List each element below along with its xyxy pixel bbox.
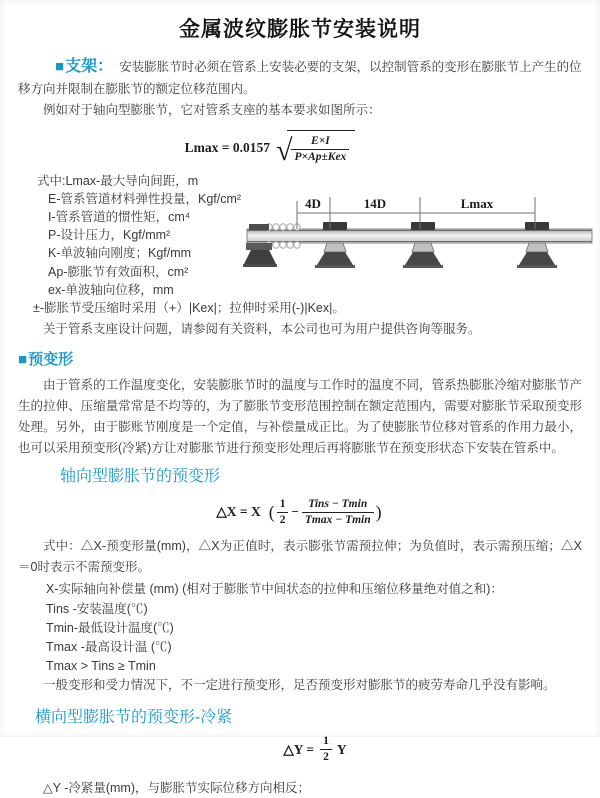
definition-line: K-单波轴向刚度；Kgf/mm (48, 246, 192, 261)
definition-line: P-设计压力，Kgf/mm² (48, 228, 171, 243)
definition-line: X-实际轴向补偿量 (mm) (相对于膨胀节中间状态的拉伸和压缩位移量绝对值之和)： (46, 582, 503, 597)
dimension-label: 14D (363, 196, 387, 211)
formula-dx-frac2-num: Tins − Tmin (302, 497, 374, 513)
formula-delta-x (18, 495, 582, 529)
minus-operator: − (291, 504, 299, 520)
formula-lmax-denominator: P×Ap±Kex (294, 151, 347, 163)
definition-line: ±-膨胀节受压缩时采用（+）|Kex|；拉伸时采用(-)|Kex|。 (33, 300, 345, 315)
pipe-support-diagram (243, 193, 596, 285)
definition-line: Tmax -最高设计温 (℃) (46, 639, 172, 654)
formula-dy-lhs: △Y = (283, 741, 315, 757)
formula-lmax (18, 129, 522, 167)
radical-content (287, 130, 355, 165)
paren-close: ) (375, 501, 382, 522)
section-heading-support: 支架： (65, 58, 114, 75)
paren-open: ( (268, 501, 275, 522)
definition-line: ex-单波轴向位移，mm (48, 282, 174, 297)
definition-line: I-管系管道的惯性矩，cm⁴ (48, 209, 191, 224)
dimension-label: 4D (305, 196, 321, 211)
formula-lmax-numerator: E×I (291, 134, 349, 150)
formula-dx-frac2-den: Tmax − Tmin (304, 513, 371, 526)
definition-line: Tmax > Tins ≥ Tmin (46, 659, 156, 674)
formula-dx-lhs: △X = X (216, 504, 261, 520)
definition-line: Ap-膨胀节有效面积，cm² (48, 264, 189, 279)
support-intro-paragraph (18, 56, 582, 100)
formula-dx-frac1-num: 1 (277, 497, 289, 513)
page-title: 金属波纹膨胀节安装说明 (179, 18, 421, 41)
subsection-heading-lateral: 横向型膨胀节的预变形-冷紧 (35, 708, 233, 726)
section-marker-icon: ■ (55, 58, 65, 75)
support-intro-text: 安装膨胀节时必须在管系上安装必要的支架，以控制管系的变形在膨胀节上产生的位移方向并限制在膨胀节的额定位移范围内。 (18, 60, 582, 96)
lateral-note-text: △Y -冷紧量(mm)，与膨胀节实际位移方向相反； (43, 780, 311, 795)
radical-sign: √ (276, 134, 293, 167)
dimension-label: Lmax (460, 196, 494, 211)
support-example-text: 例如对于轴向型膨胀节，它对管系支座的基本要求如图所示： (43, 103, 381, 117)
section-heading-predeform: 预变形 (28, 351, 74, 369)
definition-line: Tins -安装温度(℃) (46, 601, 148, 616)
predeform-paragraph: 由于管系的工作温度变化，安装膨胀节时的温度与工作时的温度不同，管系热膨胀冷缩对膨胀节产生的拉伸、压缩量常常是不均等的，为了膨胀节变形范围控制在额定范围内，需要对膨胀节采取预变形处理。另外，由于膨账节刚度是一个定值，与补偿量成正比。为了使膨胀节位移对管系的作用力最小，也可以采用预变形(冷紧)方让对膨胀节进行预变形处理后再将膨胀节在预变形状态下安装在管系中。 (18, 378, 582, 455)
subsection-heading-axial: 轴向型膨胀节的预变形 (60, 468, 221, 486)
formula-lmax-lhs: Lmax = 0.0157 (184, 139, 270, 155)
formula-delta-y (48, 735, 582, 765)
formula-dx-frac1-den: 2 (279, 513, 286, 526)
formula-dy-num: 1 (320, 734, 332, 750)
axial-definition-list (18, 580, 582, 676)
definition-line: 式中:Lmax-最大导向间距，m (37, 173, 199, 188)
support-closing-text: 关于管系支座设计问题，请参阅有关资料，本公司也可为用户提供咨询等服务。 (43, 322, 481, 337)
axial-definition-paragraph: 式中：△X-预变形量(mm)，△X为正值时，表示膨张节需预拉伸；为负值时，表示需预压缩；△X＝0时表示不需预变形。 (18, 539, 582, 574)
formula-dy-rhs: Y (336, 741, 347, 757)
predeform-section-heading (18, 349, 582, 371)
axial-note-text: 一般变形和受力情况下，不一定进行预变形，足否预变形对膨胀节的疲劳寿命几乎没有影响。 (43, 678, 556, 693)
definition-line: Tmin-最低设计温度(℃) (46, 620, 174, 635)
section-marker-icon: ■ (18, 351, 28, 369)
definition-line: E-管系管道材料弹性投量，Kgf/cm² (48, 191, 242, 206)
formula-dy-den: 2 (323, 751, 329, 764)
pipe (247, 229, 592, 243)
